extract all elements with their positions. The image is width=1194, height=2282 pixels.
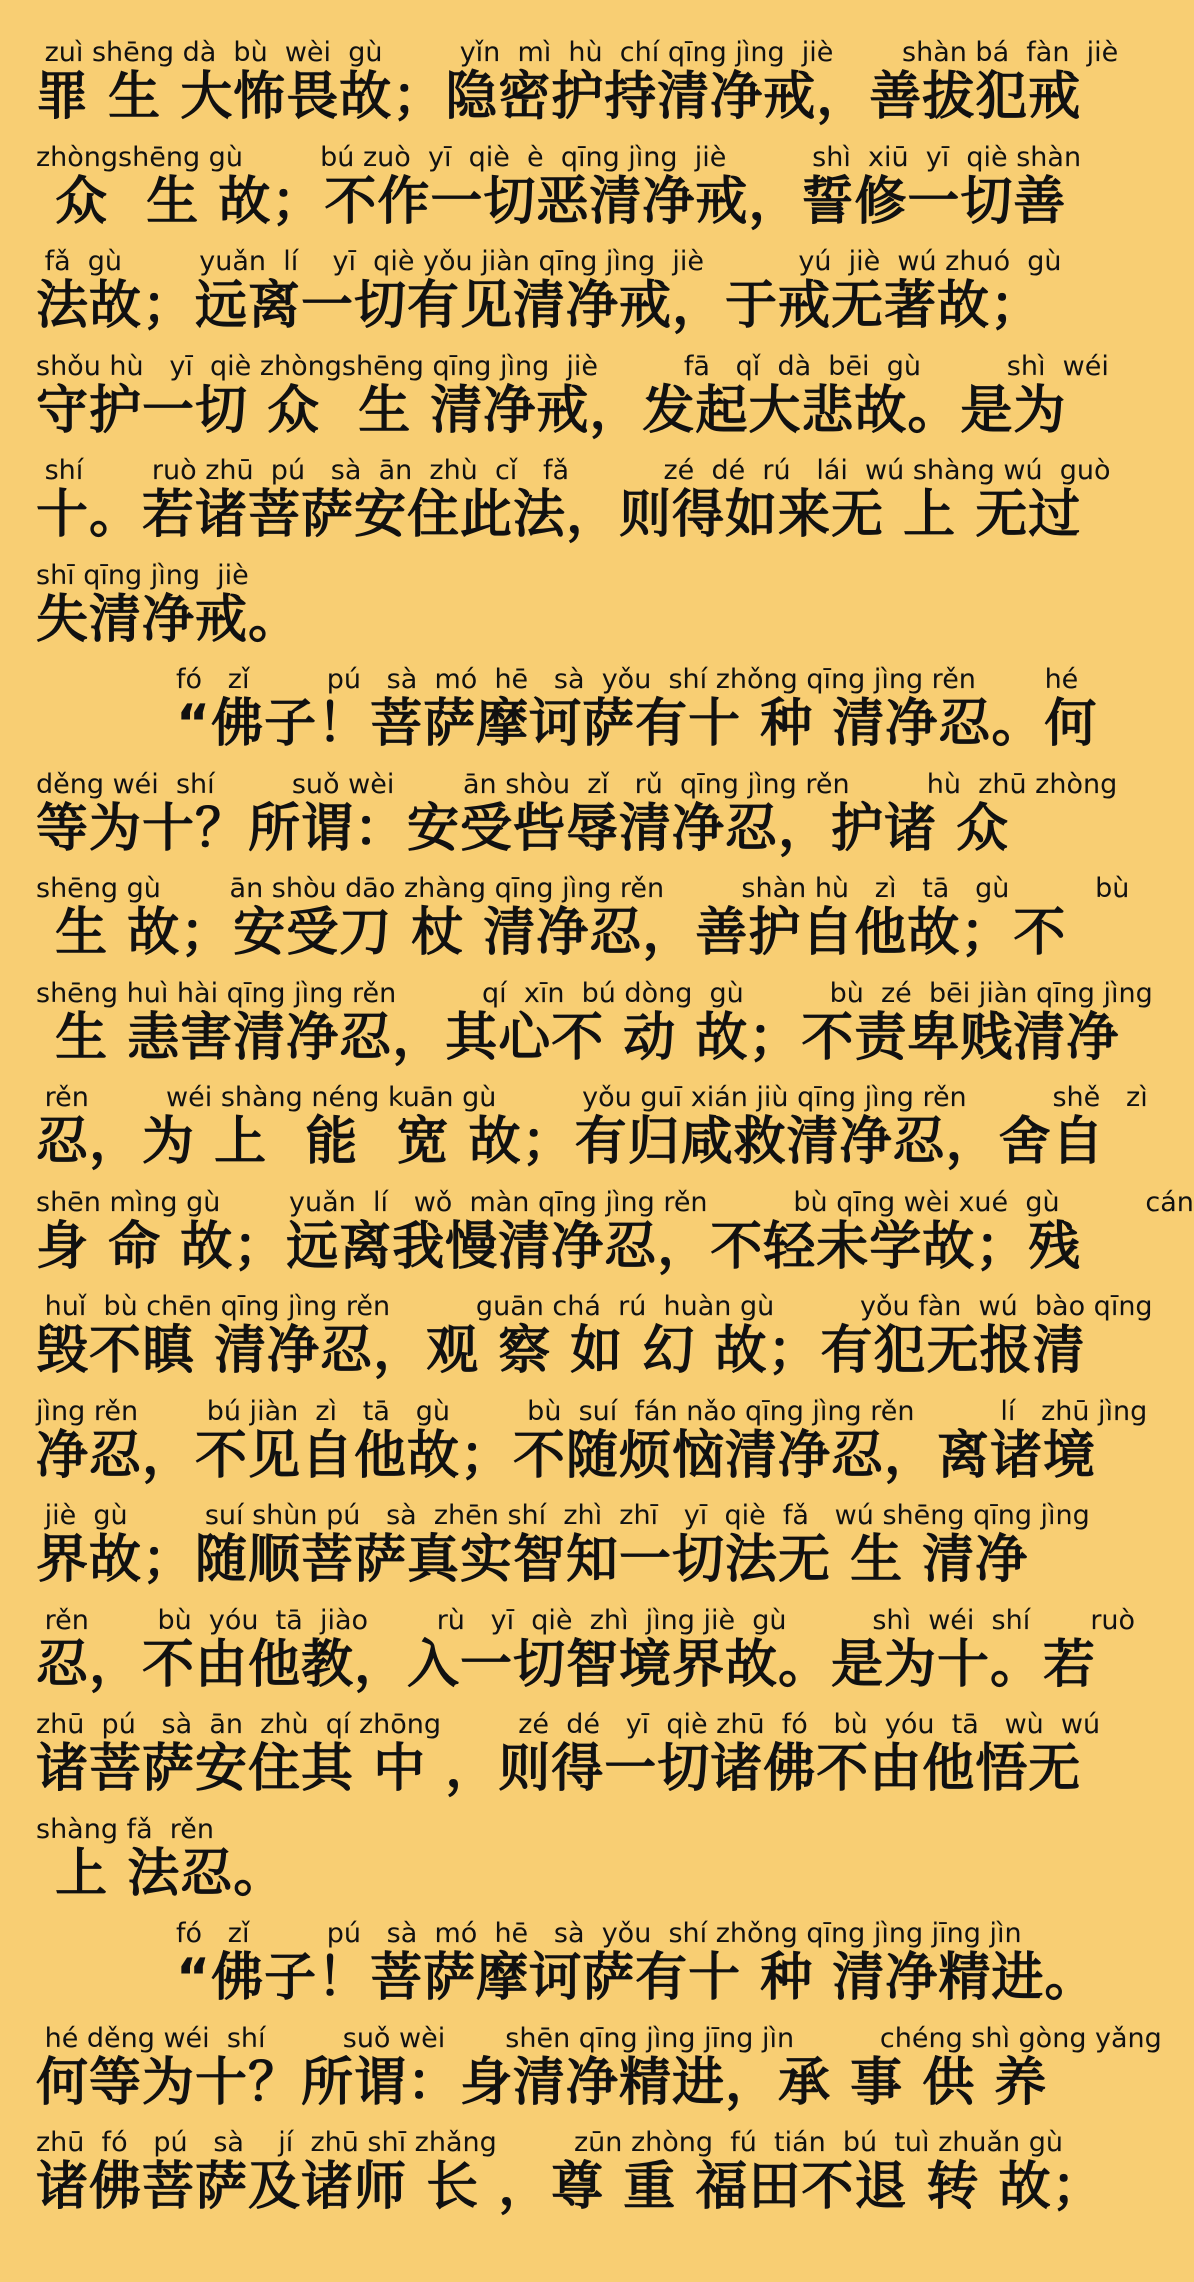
text-line bbox=[36, 1395, 1148, 1502]
text-line bbox=[36, 1186, 1194, 1293]
text-line bbox=[36, 768, 1118, 875]
hanzi-line: 失清净戒。 bbox=[36, 589, 302, 650]
text-line bbox=[36, 141, 1082, 248]
hanzi-line: 诸佛菩萨及诸师 长 ，尊 重 福田不退 转 故； bbox=[36, 2157, 1105, 2217]
hanzi-line: 十。若诸菩萨安住此法，则得如来无 上 无过 bbox=[36, 485, 1082, 545]
text-line bbox=[36, 1709, 1101, 1815]
pinyin-line: zuì shēng dà bù wèi gù yǐn mì hù chí qīng jìng jiè shàn bá fàn jiè bbox=[36, 37, 1119, 68]
pinyin-line: zhū fó pú sà jí zhū shī zhǎng zūn zhòng fú tián bú tuì zhuǎn gù bbox=[36, 2127, 1063, 2158]
hanzi-line: 忍，不由他教，入一切智境界故。是为十。若 bbox=[36, 1634, 1097, 1695]
hanzi-line: 众 生 故；不作一切恶清净戒，誓修一切善 bbox=[36, 171, 1067, 232]
paragraph-start-line bbox=[36, 664, 1098, 770]
pinyin-line: shī qīng jìng jiè bbox=[36, 559, 249, 591]
hanzi-line: 身 命 故；远离我慢清净忍，不轻未学故；残 bbox=[36, 1216, 1082, 1277]
hanzi-line: 诸菩萨安住其 中 ，则得一切诸佛不由他悟无 bbox=[36, 1739, 1082, 1799]
text-line bbox=[36, 37, 1119, 143]
text-line bbox=[36, 455, 1111, 561]
pinyin-line: shēng gù ān shòu dāo zhàng qīng jìng rěn shàn hù zì tā gù bù bbox=[36, 873, 1130, 904]
text-line bbox=[36, 977, 1153, 1084]
pinyin-line: děng wéi shí suǒ wèi ān shòu zǐ rǔ qīng jìng rěn hù zhū zhòng bbox=[36, 768, 1118, 800]
text-line bbox=[36, 1291, 1153, 1397]
text-line bbox=[36, 1815, 1044, 1920]
hanzi-line: 何等为十？所谓：身清净精进，承 事 供 养 bbox=[36, 2052, 1048, 2113]
text-line bbox=[36, 246, 1062, 352]
pinyin-line: fǎ gù yuǎn lí yī qiè yǒu jiàn qīng jìng jiè yú jiè wú zhuó gù bbox=[36, 246, 1062, 277]
hanzi-line: 罪 生 大怖畏故；隐密护持清净戒，善拔犯戒 bbox=[36, 67, 1082, 127]
hanzi-line: 生 故；安受刀 杖 清净忍，善护自他故；不 bbox=[36, 903, 1067, 963]
hanzi-line: 守护一切 众 生 清净戒，发起大悲故。是为 bbox=[36, 380, 1067, 441]
hanzi-line: 净忍，不见自他故；不随烦恼清净忍，离诸境 bbox=[36, 1425, 1097, 1486]
text-line bbox=[36, 350, 1109, 457]
pinyin-line: fó zǐ pú sà mó hē sà yǒu shí zhǒng qīng jìng rěn hé bbox=[176, 664, 1079, 695]
hanzi-line: 生 恚害清净忍，其心不 动 故；不责卑贱清净 bbox=[36, 1007, 1120, 1068]
pinyin-line: jiè gù suí shùn pú sà zhēn shí zhì zhī yī qiè fǎ wú shēng qīng jìng bbox=[36, 1500, 1090, 1531]
text-line bbox=[36, 1604, 1136, 1711]
text-line bbox=[36, 873, 1130, 979]
hanzi-line: 毁不瞋 清净忍，观 察 如 幻 故；有犯无报清 bbox=[36, 1321, 1086, 1381]
pinyin-line: shǒu hù yī qiè zhòngshēng qīng jìng jiè fā qǐ dà bēi gù shì wéi bbox=[36, 350, 1109, 382]
pinyin-line: jìng rěn bú jiàn zì tā gù bù suí fán nǎo qīng jìng rěn lí zhū jìng bbox=[36, 1395, 1148, 1427]
text-line bbox=[36, 1500, 1090, 1606]
hanzi-line: 界故；随顺菩萨真实智知一切法无 生 清净 bbox=[36, 1530, 1029, 1590]
pinyin-line: rěn wéi shàng néng kuān gù yǒu guī xián jiù qīng jìng rěn shě zì bbox=[36, 1082, 1148, 1113]
text-line bbox=[36, 561, 1044, 666]
hanzi-line: “佛子！菩萨摩诃萨有十 种 清净忍。何 bbox=[176, 694, 1098, 754]
hanzi-line: 上 法忍。 bbox=[36, 1843, 287, 1904]
pinyin-line: rěn bù yóu tā jiào rù yī qiè zhì jìng jiè gù shì wéi shí ruò bbox=[36, 1604, 1136, 1636]
pinyin-line: hé děng wéi shí suǒ wèi shēn qīng jìng jīng jìn chéng shì gòng yǎng bbox=[36, 2022, 1162, 2054]
pinyin-line: fó zǐ pú sà mó hē sà yǒu shí zhǒng qīng jìng jīng jìn bbox=[176, 1918, 1022, 1949]
text-line bbox=[36, 2127, 1105, 2233]
pinyin-line: shēn mìng gù yuǎn lí wǒ màn qīng jìng rěn bù qīng wèi xué gù cán bbox=[36, 1186, 1194, 1218]
pinyin-line: shēng huì hài qīng jìng rěn qí xīn bú dòng gù bù zé bēi jiàn qīng jìng bbox=[36, 977, 1153, 1009]
pinyin-line: shí ruò zhū pú sà ān zhù cǐ fǎ zé dé rú lái wú shàng wú guò bbox=[36, 455, 1111, 486]
text-line bbox=[36, 1082, 1148, 1188]
hanzi-line: “佛子！菩萨摩诃萨有十 种 清净精进。 bbox=[176, 1948, 1098, 2008]
hanzi-line: 法故；远离一切有见清净戒，于戒无著故； bbox=[36, 276, 1044, 336]
pinyin-line: zhū pú sà ān zhù qí zhōng zé dé yī qiè zhū fó bù yóu tā wù wú bbox=[36, 1709, 1101, 1740]
text-line bbox=[36, 2022, 1162, 2129]
pinyin-line: shàng fǎ rěn bbox=[36, 1813, 215, 1845]
hanzi-line: 等为十？所谓：安受呰辱清净忍，护诸 众 bbox=[36, 798, 1010, 859]
pinyin-line: zhòngshēng gù bú zuò yī qiè è qīng jìng jiè shì xiū yī qiè shàn bbox=[36, 141, 1082, 173]
paragraph-start-line bbox=[36, 1918, 1098, 2024]
hanzi-line: 忍，为 上 能 宽 故；有归咸救清净忍，舍自 bbox=[36, 1112, 1105, 1172]
pinyin-line: huǐ bù chēn qīng jìng rěn guān chá rú huàn gù yǒu fàn wú bào qīng bbox=[36, 1291, 1153, 1322]
